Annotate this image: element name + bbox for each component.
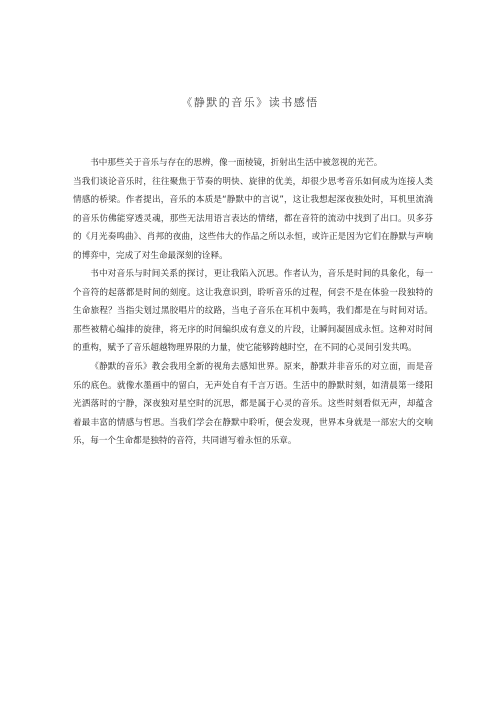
paragraph-3: 书中对音乐与时间关系的探讨，更让我陷入沉思。作者认为，音乐是时间的具象化，每一个音符的起落都是时间的刻度。这让我意识到，聆听音乐的过程，何尝不是在体验一段独特的生命旅程？当指尖划过黑胶唱片的纹路，当电子音乐在耳机中轰鸣，我们都是在与时间对话。那些被精心编排的旋律，将无序的时间编织成有意义的片段，让瞬间凝固成永恒。这种对时间的重构，赋予了音乐超越物理界限的力量，使它能够跨越时空，在不同的心灵间引发共鸣。 bbox=[73, 269, 433, 354]
document-body bbox=[73, 154, 433, 451]
document-title: 《静默的音乐》读书感悟 bbox=[181, 96, 319, 109]
paragraph-4: 《静默的音乐》教会我用全新的视角去感知世界。原来，静默并非音乐的对立面，而是音乐的底色。就像水墨画中的留白，无声处自有千言万语。生活中的静默时刻，如清晨第一缕阳光洒落时的宁静，深夜独对星空时的沉思，都是属于心灵的音乐。这些时刻看似无声，却蕴含着最丰富的情感与哲思。当我们学会在静默中聆听，便会发现，世界本身就是一部宏大的交响乐，每一个生命都是独特的音符，共同谱写着永恒的乐章。 bbox=[73, 362, 433, 447]
paragraph-2: 当我们谈论音乐时，往往聚焦于节奏的明快、旋律的优美，却很少思考音乐如何成为连接人类情感的桥梁。作者提出，音乐的本质是“静默中的言说”，这让我想起深夜独处时，耳机里流淌的音乐仿佛能穿透灵魂，那些无法用语言表达的情绪，都在音符的流动中找到了出口。贝多芬的《月光奏鸣曲》、肖邦的夜曲，这些伟大的作品之所以永恒，或许正是因为它们在静默与声响的博弈中，完成了对生命最深刻的诠释。 bbox=[73, 176, 433, 261]
paragraph-1: 书中那些关于音乐与存在的思辨，像一面棱镜，折射出生活中被忽视的光芒。 bbox=[90, 158, 383, 168]
